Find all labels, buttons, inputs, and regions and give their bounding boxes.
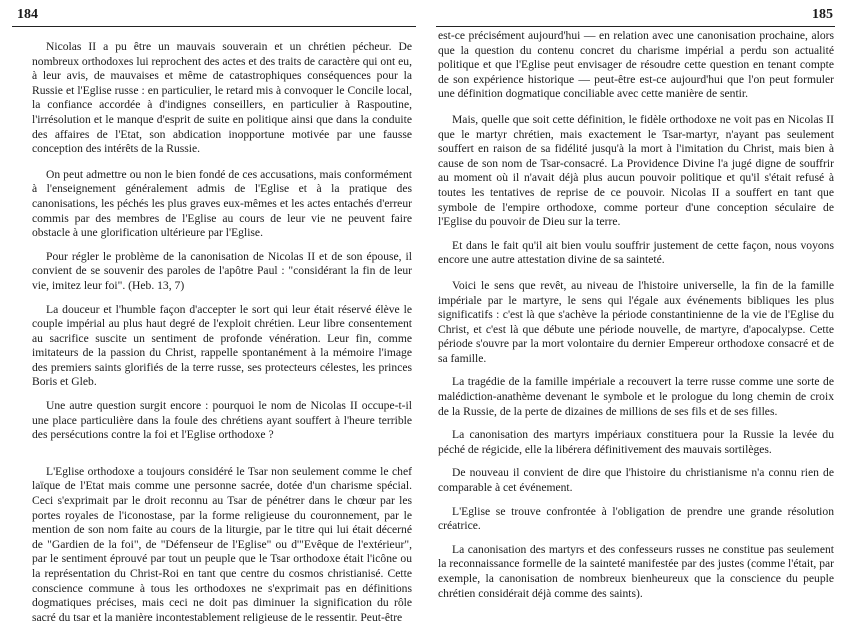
paragraph: Nicolas II a pu être un mauvais souverain et un chrétien pécheur. De nombreux orthodoxes lui reprochent des actes et des traits de caractère qui ont eu, à leur avis, de mauvaises et même de catastrophiques conséquences pour la Russie et l'Eglise russe : en particulier, le retard mis à convoquer le Concile local, la confiance accordée à d'indignes conseillers, en particulier à Raspoutine, l'irrésolution et le manque d'esprit de suite en politique ainsi que dans la conduite des affaires de l'Etat, son abdication inopportune motivée par une fausse conception des intérêts de la Russie. bbox=[32, 40, 412, 156]
page-number: 184 bbox=[17, 7, 38, 22]
paragraph: L'Eglise orthodoxe a toujours considéré le Tsar non seulement comme le chef laïque de l'Etat mais comme une personne sacrée, dotée d'un charisme spécial. Ceci s'exprimait par le droit reconnu au Tsar de pénétrer dans le chœur par les portes royales de l'iconostase, par la forme religieuse du couronnement, par le mention de son nom faite au cours de la liturgie, par le titre qui lui était décerné de "Gardien de la foi", de "Défenseur de l'Eglise" ou d'"Evêque de l'extérieur", par le sentiment éprouvé par tout un peuple que le Tsar orthodoxe était l'icône ou la représentation du Christ-Roi en tant que centre du cosmos christianisé. Cette conscience commune à tous les orthodoxes ne s'exprimait pas en définitions dogmatiques précises, mais ceci ne doit pas diminuer la signification du rôle sacré du tsar et la manière incontestablement religieuse de le ressentir. Peut-être bbox=[32, 464, 412, 624]
left-page-body bbox=[32, 40, 412, 625]
paragraph: La douceur et l'humble façon d'accepter le sort qui leur était réservé élève le couple impérial au plus haut degré de l'exploit chrétien. Leur libre consentement au sacrifice suscite un sentiment de profonde vénération. Leur fin, comme imitateurs de la passion du Christ, rappelle spontanément à la mémoire l'image des premiers saints glorifiés de la terre russe, ses protecteurs célestes, les princes Boris et Gleb. bbox=[32, 302, 412, 389]
header-rule bbox=[436, 26, 835, 27]
paragraph: L'Eglise se trouve confrontée à l'obligation de prendre une grande résolution créatrice. bbox=[438, 504, 834, 533]
paragraph: Une autre question surgit encore : pourquoi le nom de Nicolas II occupe-t-il une place particulière dans la foule des chrétiens ayant souffert à l'heure terrible des persécutions contre la foi et l'Eglise orthodoxe ? bbox=[32, 399, 412, 442]
page-number: 185 bbox=[812, 7, 833, 22]
paragraph: La canonisation des martyrs impériaux constituera pour la Russie la levée du péché de régicide, elle la libérera définitivement des mauvais sortilèges. bbox=[438, 428, 834, 456]
paragraph: est-ce précisément aujourd'hui — en relation avec une canonisation prochaine, alors que la question du contenu concret du charisme impérial a perdu son actualité politique et que l'Eglise peut envisager de résoudre cette question en tenant compte de son expérience historique — peut-être est-ce aujourd'hui que l'on peut formuler une définition dogmatique conciliable avec cette manière de sentir. bbox=[438, 29, 834, 101]
paragraph: Pour régler le problème de la canonisation de Nicolas II et de son épouse, il convient de se souvenir des paroles de l'apôtre Paul : "considérant la fin de leur vie, imitez leur foi". (Heb. 13, 7) bbox=[32, 249, 412, 292]
paragraph: De nouveau il convient de dire que l'histoire du christianisme n'a connu rien de comparable à cet événement. bbox=[438, 466, 834, 495]
paragraph: La tragédie de la famille impériale a recouvert la terre russe comme une sorte de malédiction-anathème devenant le symbole et le prologue du long chemin de croix de la Russie, de la perte de dizaines de millions de ses fils et de ses filles. bbox=[438, 375, 834, 418]
paragraph: On peut admettre ou non le bien fondé de ces accusations, mais conformément à l'enseignement généralement admis de l'Eglise et à la pratique des canonisations, les péchés les plus graves eux-mêmes et les actes entachés d'erreur commis par des membres de l'Eglise au cours de leur vie ne peuvent faire obstacle à une glorification ultérieure par l'Eglise. bbox=[32, 167, 412, 240]
paragraph: La canonisation des martyrs et des confesseurs russes ne constitue pas seulement la reconnaissance formelle de la sainteté manifestée par des justes (comme l'était, par exemple, la canonisation de nombreux bienheureux que la conscience du peuple chrétien considérait déjà comme des saints). bbox=[438, 542, 834, 600]
right-page bbox=[424, 0, 847, 635]
paragraph: Et dans le fait qu'il ait bien voulu souffrir justement de cette façon, nous voyons encore une autre attestation divine de sa sainteté. bbox=[438, 238, 834, 267]
right-page-body bbox=[438, 29, 834, 601]
paragraph: Mais, quelle que soit cette définition, le fidèle orthodoxe ne voit pas en Nicolas II que le martyr chrétien, mais exactement le Tsar-martyr, n'ayant pas seulement souffert en raison de sa fidélité jusqu'à la mort à l'imitation du Christ, mais bien à cause de son nom de Tsar-consacré. La Providence Divine l'a jugé digne de souffrir au moment où il n'avait déjà plus aucun pouvoir politique et qu'il s'était refusé à toutes les tentatives de reprise de ce pouvoir. Nicolas II a souffert en tant que symbole de l'empire orthodoxe, comme porteur d'une conception séculaire de l'Eglise du pouvoir de Dieu sur la terre. bbox=[438, 112, 834, 229]
header-rule bbox=[12, 26, 416, 27]
paragraph: Voici le sens que revêt, au niveau de l'histoire universelle, la fin de la famille impériale par le martyre, le sens qui l'égale aux événements bibliques les plus significatifs : c'est là que s'achève la période constantinienne de la vie de l'Eglise du Christ, et c'est là que débute une période nouvelle, de martyre, d'apocalypse. Cette période s'ouvre par la mort volontaire du dernier Empereur orthodoxe consacré et de sa famille. bbox=[438, 278, 834, 365]
